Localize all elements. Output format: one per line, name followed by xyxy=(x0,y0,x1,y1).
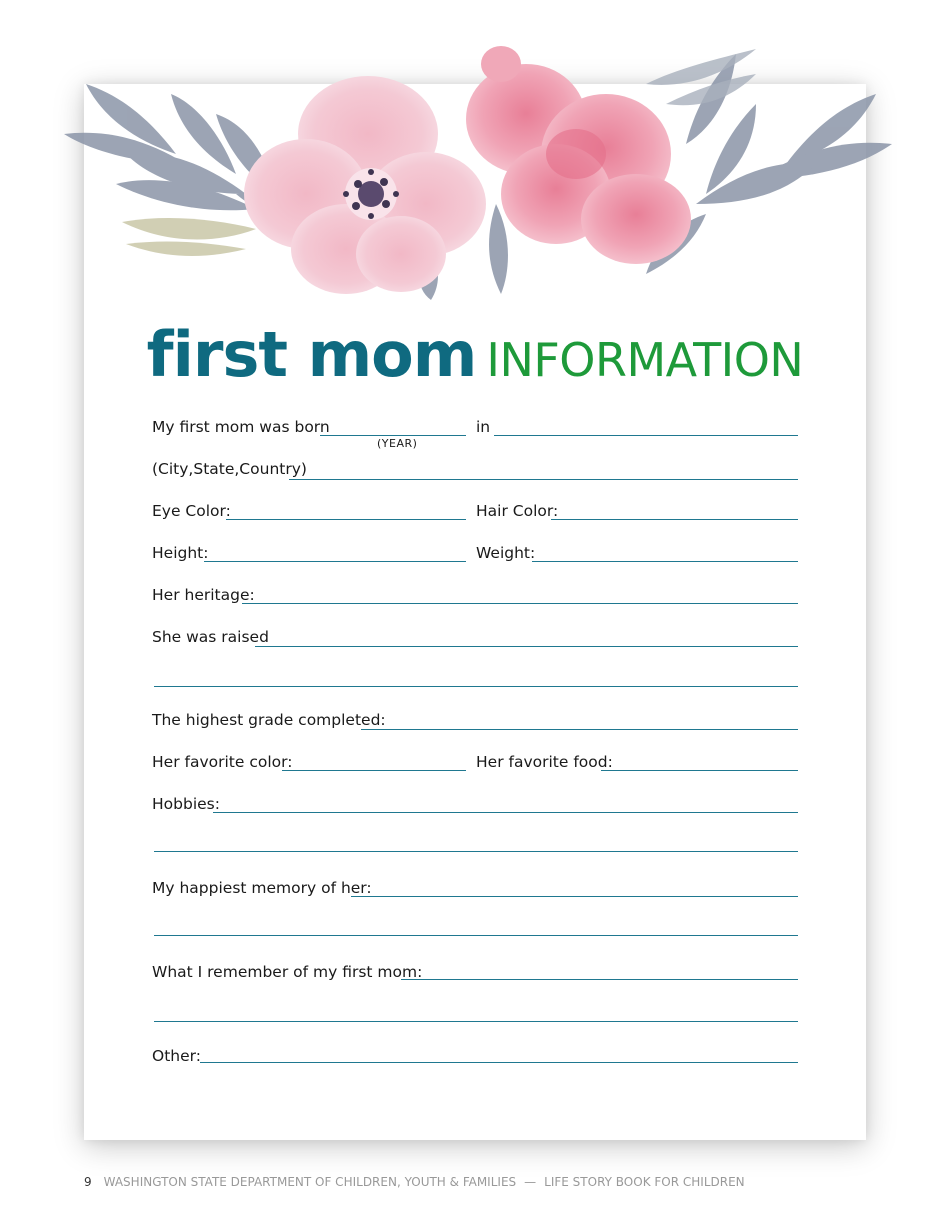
hair-color-line[interactable] xyxy=(551,519,798,520)
raised-line-2[interactable] xyxy=(154,686,798,687)
memory-line-1[interactable] xyxy=(351,896,798,897)
year-caption: (YEAR) xyxy=(377,437,418,450)
eye-color-label: Eye Color: xyxy=(152,502,231,520)
remember-label: What I remember of my first mom: xyxy=(152,963,423,981)
weight-line[interactable] xyxy=(532,561,798,562)
memory-line-2[interactable] xyxy=(154,935,798,936)
hobbies-line-1[interactable] xyxy=(213,812,798,813)
year-line[interactable] xyxy=(320,435,466,436)
favorite-color-label: Her favorite color: xyxy=(152,753,293,771)
grade-line[interactable] xyxy=(361,729,798,730)
footer-book-title: LIFE STORY BOOK FOR CHILDREN xyxy=(544,1175,745,1189)
hair-color-label: Hair Color: xyxy=(476,502,559,520)
city-line[interactable] xyxy=(289,479,798,480)
footer-department: WASHINGTON STATE DEPARTMENT OF CHILDREN, YOUTH & FAMILIES xyxy=(103,1175,517,1189)
page-number: 9 xyxy=(84,1175,92,1189)
title-light: INFORMATION xyxy=(486,333,804,387)
heritage-label: Her heritage: xyxy=(152,586,255,604)
height-line[interactable] xyxy=(204,561,466,562)
height-label: Height: xyxy=(152,544,209,562)
other-label: Other: xyxy=(152,1047,201,1065)
floral-illustration xyxy=(56,44,892,300)
grade-label: The highest grade completed: xyxy=(152,711,386,729)
favorite-food-line[interactable] xyxy=(601,770,798,771)
remember-line-2[interactable] xyxy=(154,1021,798,1022)
footer-separator: — xyxy=(524,1175,537,1189)
heritage-line[interactable] xyxy=(242,603,798,604)
other-line[interactable] xyxy=(200,1062,798,1063)
memory-label: My happiest memory of her: xyxy=(152,879,372,897)
favorite-food-label: Her favorite food: xyxy=(476,753,613,771)
favorite-color-line[interactable] xyxy=(282,770,466,771)
raised-line-1[interactable] xyxy=(255,646,798,647)
eye-color-line[interactable] xyxy=(226,519,466,520)
footer xyxy=(84,1175,745,1189)
hobbies-label: Hobbies: xyxy=(152,795,220,813)
in-label: in xyxy=(476,418,491,436)
page-title xyxy=(0,318,950,391)
hobbies-line-2[interactable] xyxy=(154,851,798,852)
birthplace-line[interactable] xyxy=(494,435,798,436)
raised-label: She was raised xyxy=(152,628,269,646)
remember-line-1[interactable] xyxy=(401,979,798,980)
city-label: (City,State,Country) xyxy=(152,460,307,478)
weight-label: Weight: xyxy=(476,544,536,562)
born-label: My first mom was born xyxy=(152,418,330,436)
title-bold: first mom xyxy=(146,318,477,391)
